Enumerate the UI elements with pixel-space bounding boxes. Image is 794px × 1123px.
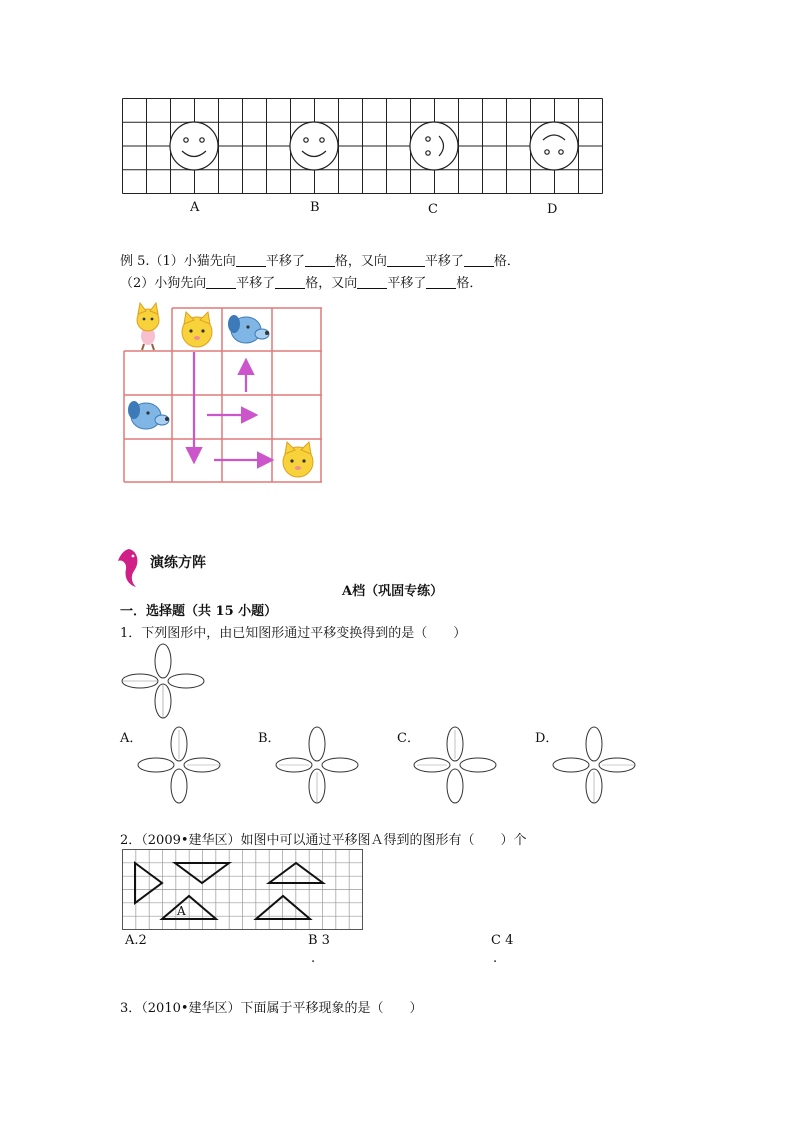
q2-option-a[interactable]: A.2 — [125, 933, 147, 948]
face-a — [170, 122, 218, 170]
q1-figure-c[interactable] — [413, 726, 497, 806]
q2-option-c[interactable]: C 4 — [491, 933, 514, 948]
answer-blank[interactable] — [426, 275, 456, 289]
q2-grid — [122, 849, 364, 931]
faces-grid — [122, 98, 604, 194]
cat-icon — [182, 312, 212, 347]
answer-blank[interactable] — [357, 275, 387, 289]
q1-given-figure — [121, 643, 205, 719]
q1-figure-d[interactable] — [552, 726, 636, 806]
example5-line1-part4: 平移了 — [424, 254, 464, 269]
dog-icon — [228, 315, 269, 343]
q1-option-b[interactable]: B． — [258, 731, 281, 746]
example5-line2-prefix: （2）小狗先向 — [120, 276, 207, 291]
dog-icon — [128, 401, 169, 429]
cat-icon — [137, 303, 159, 350]
section-subheading: A档（巩固专练） — [342, 584, 444, 599]
q2-option-c-dot: . — [493, 951, 498, 966]
face-label-d: D — [547, 202, 558, 217]
q1-option-c[interactable]: C． — [397, 731, 420, 746]
q1-option-d[interactable]: D． — [535, 731, 559, 746]
q1-option-a[interactable]: A． — [120, 731, 143, 746]
example5-line2-part2: 平移了 — [236, 276, 276, 291]
example5-line2-part5: 格． — [456, 276, 483, 291]
answer-blank[interactable] — [305, 253, 335, 267]
example5-line2-part4: 平移了 — [387, 276, 427, 291]
example5-line2-part3: 格，又向 — [305, 276, 358, 291]
example5-line1-part3: 格，又向 — [334, 254, 387, 269]
part-title: 一．选择题（共 15 小题） — [120, 604, 278, 619]
q1-figure-b[interactable] — [275, 726, 359, 806]
section-heading: 演练方阵 — [150, 555, 206, 571]
example5-line1 — [120, 250, 520, 269]
example5-line1-part2: 平移了 — [265, 254, 305, 269]
q3-text: 3．（2010•建华区）下面属于平移现象的是（ ） — [120, 1001, 423, 1016]
answer-blank[interactable] — [387, 253, 425, 267]
cat-dog-grid — [122, 300, 322, 484]
answer-blank[interactable] — [236, 253, 266, 267]
q2-figure-label-a: A — [177, 904, 186, 918]
answer-blank[interactable] — [206, 275, 236, 289]
answer-blank[interactable] — [464, 253, 494, 267]
cat-icon — [283, 442, 313, 477]
q1-text: 1．下列图形中，由已知图形通过平移变换得到的是（ ） — [120, 626, 467, 641]
face-label-c: C — [428, 202, 438, 217]
face-d — [530, 122, 578, 170]
example5-line1-part5: 格． — [493, 254, 520, 269]
example5-line1-prefix: 例 5.（1）小猫先向 — [120, 254, 236, 269]
example5-line2 — [120, 272, 482, 291]
q1-figure-a[interactable] — [137, 726, 221, 806]
q2-text: 2．（2009•建华区）如图中可以通过平移图Ａ得到的图形有（ ）个 — [120, 833, 527, 848]
face-b — [290, 122, 338, 170]
q2-option-b-dot: . — [311, 951, 316, 966]
q2-option-b[interactable]: B 3 — [308, 933, 330, 948]
answer-blank[interactable] — [275, 275, 305, 289]
face-label-b: B — [310, 200, 320, 215]
face-c — [410, 122, 458, 170]
face-label-a: A — [190, 200, 200, 215]
dolphin-icon — [116, 547, 142, 589]
